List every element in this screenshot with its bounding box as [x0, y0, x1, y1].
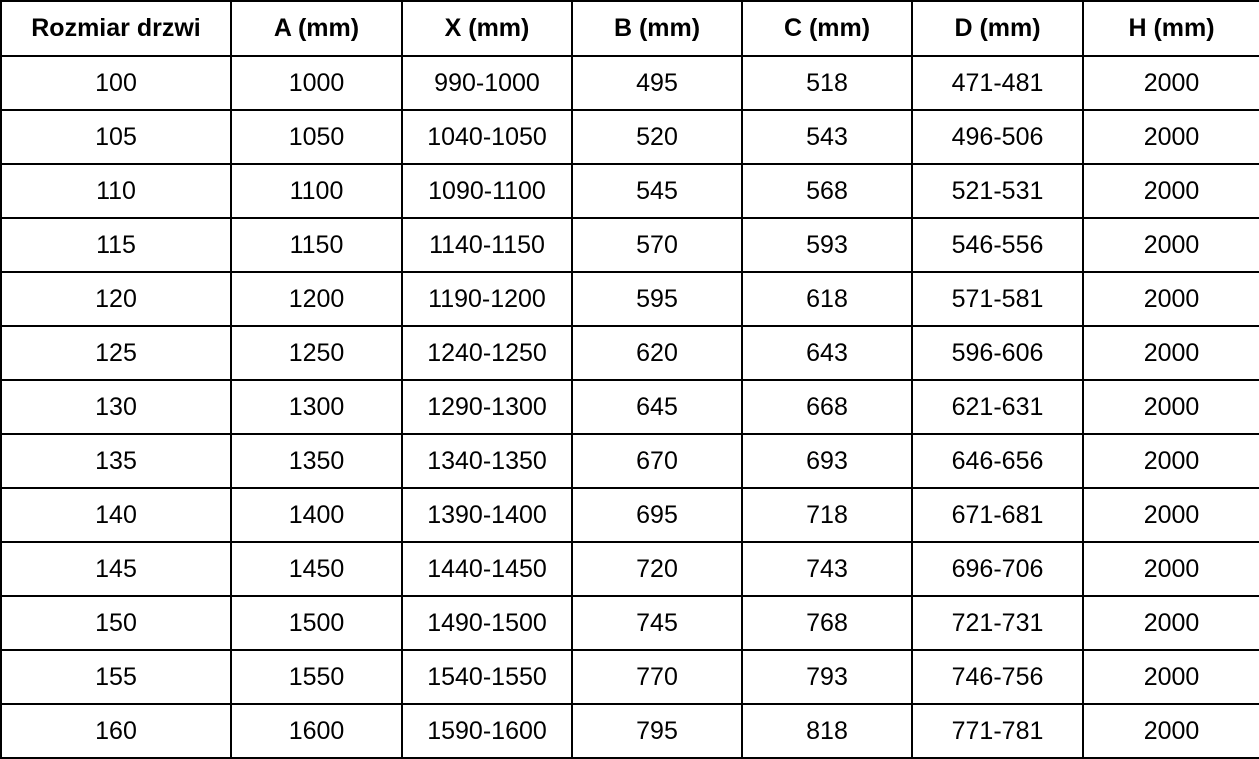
table-cell: 130: [1, 380, 231, 434]
table-row: [1, 542, 1259, 596]
table-row: [1, 272, 1259, 326]
table-cell: 743: [742, 542, 912, 596]
table-cell: 518: [742, 56, 912, 110]
table-cell: 2000: [1083, 380, 1259, 434]
table-row: [1, 596, 1259, 650]
table-cell: 2000: [1083, 434, 1259, 488]
table-cell: 720: [572, 542, 742, 596]
table-body: [1, 56, 1259, 758]
table-cell: 818: [742, 704, 912, 758]
table-cell: 1300: [231, 380, 402, 434]
table-cell: 1050: [231, 110, 402, 164]
table-cell: 2000: [1083, 650, 1259, 704]
table-cell: 2000: [1083, 326, 1259, 380]
table-cell: 1250: [231, 326, 402, 380]
table-cell: 1500: [231, 596, 402, 650]
table-cell: 545: [572, 164, 742, 218]
column-header: D (mm): [912, 1, 1083, 56]
table-cell: 695: [572, 488, 742, 542]
table-cell: 595: [572, 272, 742, 326]
table-cell: 495: [572, 56, 742, 110]
table-cell: 643: [742, 326, 912, 380]
table-cell: 771-781: [912, 704, 1083, 758]
table-cell: 155: [1, 650, 231, 704]
table-cell: 718: [742, 488, 912, 542]
table-cell: 521-531: [912, 164, 1083, 218]
table-cell: 110: [1, 164, 231, 218]
table-cell: 546-556: [912, 218, 1083, 272]
table-cell: 1200: [231, 272, 402, 326]
table-cell: 1150: [231, 218, 402, 272]
table-cell: 120: [1, 272, 231, 326]
table-cell: 990-1000: [402, 56, 572, 110]
table-row: [1, 326, 1259, 380]
table-cell: 496-506: [912, 110, 1083, 164]
table-cell: 795: [572, 704, 742, 758]
table-cell: 1090-1100: [402, 164, 572, 218]
table-cell: 100: [1, 56, 231, 110]
table-cell: 105: [1, 110, 231, 164]
table-cell: 1390-1400: [402, 488, 572, 542]
table-cell: 1540-1550: [402, 650, 572, 704]
column-header: X (mm): [402, 1, 572, 56]
table-cell: 768: [742, 596, 912, 650]
table-cell: 696-706: [912, 542, 1083, 596]
table-cell: 520: [572, 110, 742, 164]
table-cell: 618: [742, 272, 912, 326]
table-cell: 621-631: [912, 380, 1083, 434]
table-cell: 2000: [1083, 110, 1259, 164]
table-row: [1, 704, 1259, 758]
table-cell: 543: [742, 110, 912, 164]
table-cell: 568: [742, 164, 912, 218]
column-header: A (mm): [231, 1, 402, 56]
table-cell: 668: [742, 380, 912, 434]
table-cell: 570: [572, 218, 742, 272]
table-cell: 2000: [1083, 542, 1259, 596]
table-row: [1, 218, 1259, 272]
table-cell: 1100: [231, 164, 402, 218]
table-cell: 2000: [1083, 272, 1259, 326]
table-cell: 471-481: [912, 56, 1083, 110]
table-row: [1, 650, 1259, 704]
header-row: [1, 1, 1259, 56]
table-cell: 645: [572, 380, 742, 434]
table-cell: 770: [572, 650, 742, 704]
table-cell: 2000: [1083, 218, 1259, 272]
table-row: [1, 110, 1259, 164]
table-cell: 2000: [1083, 488, 1259, 542]
table-row: [1, 488, 1259, 542]
table-cell: 571-581: [912, 272, 1083, 326]
table-cell: 693: [742, 434, 912, 488]
table-cell: 1450: [231, 542, 402, 596]
table-cell: 2000: [1083, 596, 1259, 650]
table-cell: 135: [1, 434, 231, 488]
table-cell: 2000: [1083, 56, 1259, 110]
table-cell: 1140-1150: [402, 218, 572, 272]
column-header: H (mm): [1083, 1, 1259, 56]
table-cell: 620: [572, 326, 742, 380]
table-cell: 125: [1, 326, 231, 380]
table-cell: 1000: [231, 56, 402, 110]
table-cell: 1440-1450: [402, 542, 572, 596]
table-cell: 150: [1, 596, 231, 650]
table-cell: 593: [742, 218, 912, 272]
table-cell: 646-656: [912, 434, 1083, 488]
table-cell: 1400: [231, 488, 402, 542]
column-header: B (mm): [572, 1, 742, 56]
table-cell: 1190-1200: [402, 272, 572, 326]
table-cell: 1350: [231, 434, 402, 488]
table-cell: 670: [572, 434, 742, 488]
table-cell: 160: [1, 704, 231, 758]
table-cell: 1590-1600: [402, 704, 572, 758]
table-cell: 671-681: [912, 488, 1083, 542]
table-cell: 1550: [231, 650, 402, 704]
table-row: [1, 164, 1259, 218]
column-header: Rozmiar drzwi: [1, 1, 231, 56]
table-cell: 140: [1, 488, 231, 542]
table-cell: 2000: [1083, 164, 1259, 218]
table-row: [1, 56, 1259, 110]
table-cell: 1040-1050: [402, 110, 572, 164]
table-cell: 1340-1350: [402, 434, 572, 488]
table-cell: 145: [1, 542, 231, 596]
table-row: [1, 380, 1259, 434]
table-cell: 793: [742, 650, 912, 704]
table-cell: 1490-1500: [402, 596, 572, 650]
table-cell: 1290-1300: [402, 380, 572, 434]
table-cell: 721-731: [912, 596, 1083, 650]
column-header: C (mm): [742, 1, 912, 56]
table-cell: 115: [1, 218, 231, 272]
table-cell: 745: [572, 596, 742, 650]
table-cell: 1240-1250: [402, 326, 572, 380]
table-cell: 746-756: [912, 650, 1083, 704]
table-cell: 1600: [231, 704, 402, 758]
table-cell: 2000: [1083, 704, 1259, 758]
table-cell: 596-606: [912, 326, 1083, 380]
table-row: [1, 434, 1259, 488]
